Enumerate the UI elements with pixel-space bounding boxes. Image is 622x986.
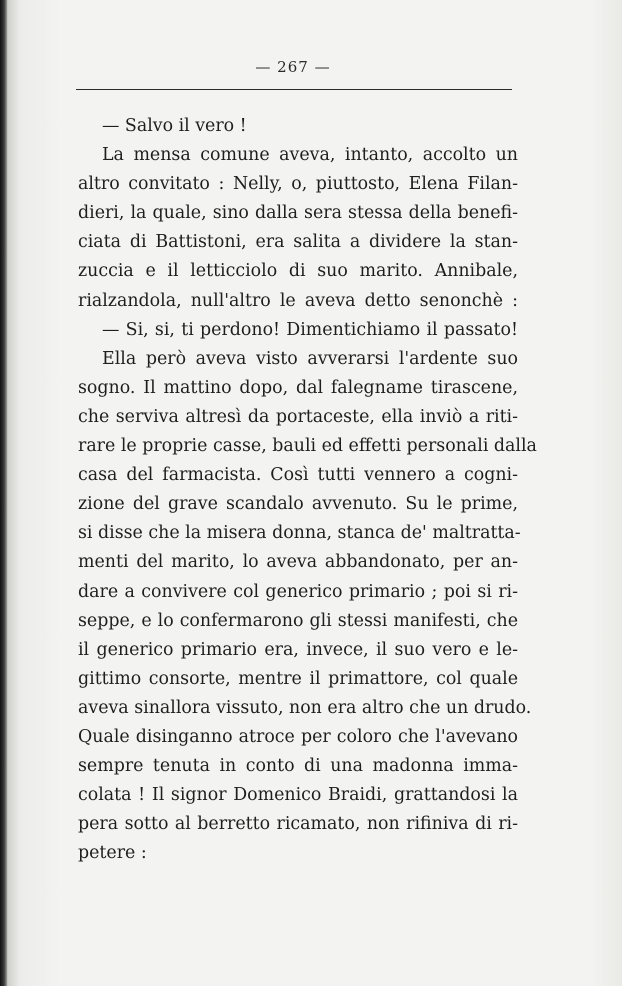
text-line: menti del marito, lo aveva abbandonato, per an- bbox=[78, 552, 518, 573]
text-line: zuccia e il letticciolo di suo marito. Annibale, bbox=[78, 261, 518, 282]
book-spine-shadow bbox=[0, 0, 7, 986]
text-line: La mensa comune aveva, intanto, accolto un bbox=[102, 145, 518, 166]
text-line: pera sotto al berretto ricamato, non rifiniva di ri- bbox=[78, 814, 518, 835]
text-line: — Salvo il vero ! bbox=[102, 116, 247, 136]
body-text bbox=[78, 112, 537, 868]
text-line: aveva sinallora vissuto, non era altro che un drudo. bbox=[78, 697, 532, 718]
text-line: — Si, si, ti perdono! Dimentichiamo il passato! bbox=[102, 319, 518, 340]
text-line: altro convitato : Nelly, o, piuttosto, Elena Filan- bbox=[78, 174, 518, 195]
page-number: — 267 — bbox=[255, 58, 331, 76]
text-line: dieri, la quale, sino dalla sera stessa della benefi- bbox=[78, 203, 518, 224]
text-line: si disse che la misera donna, stanca de' maltratta- bbox=[78, 523, 521, 544]
text-line: dare a convivere col generico primario ; poi si ri- bbox=[78, 581, 518, 602]
text-line: gittimo consorte, mentre il primattore, col quale bbox=[78, 668, 518, 689]
text-line: zione del grave scandalo avvenuto. Su le prime, bbox=[78, 494, 518, 515]
text-line: Quale disinganno atroce per coloro che l'avevano bbox=[78, 726, 518, 747]
text-line: colata ! Il signor Domenico Braidi, grattandosi la bbox=[78, 785, 518, 806]
text-line: petere : bbox=[78, 843, 147, 864]
text-line: sogno. Il mattino dopo, dal falegname tirascene, bbox=[78, 377, 518, 398]
header-rule bbox=[76, 89, 512, 90]
text-line: rare le proprie casse, bauli ed effetti personali dalla bbox=[78, 436, 537, 457]
text-line: casa del farmacista. Così tutti vennero a cogni- bbox=[78, 465, 518, 486]
text-line: rialzandola, null'altro le aveva detto senonchè : bbox=[78, 290, 518, 311]
text-line: che serviva altresì da portaceste, ella inviò a riti- bbox=[78, 406, 518, 427]
text-line: sempre tenuta in conto di una madonna imma- bbox=[78, 756, 518, 777]
text-line: ciata di Battistoni, era salita a dividere la stan- bbox=[78, 232, 518, 253]
text-line: Ella però aveva visto avverarsi l'ardente suo bbox=[102, 348, 518, 369]
text-line: seppe, e lo confermarono gli stessi manifesti, che bbox=[78, 610, 518, 631]
text-line: il generico primario era, invece, il suo vero e le- bbox=[78, 639, 518, 660]
